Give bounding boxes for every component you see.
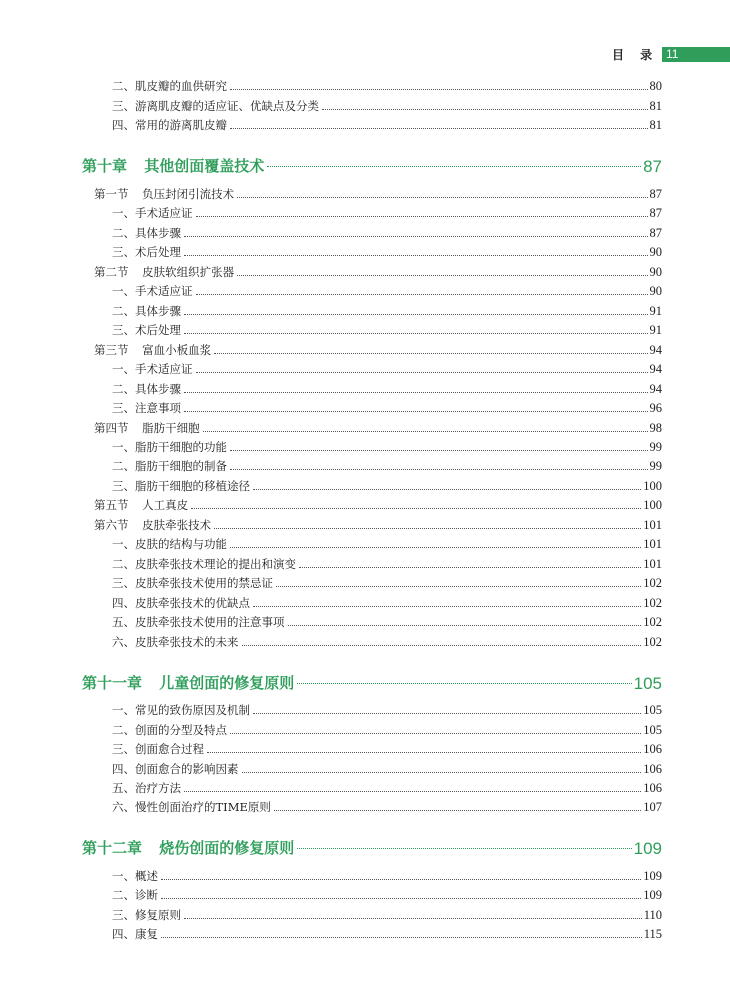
toc-entry-title: 三、术后处理 <box>112 245 181 260</box>
toc-item[interactable] <box>82 740 662 759</box>
toc-item[interactable] <box>82 632 662 651</box>
toc-item[interactable] <box>82 759 662 778</box>
dot-leader <box>196 372 648 373</box>
toc-entry-page: 94 <box>649 362 662 377</box>
toc-entry-title: 二、皮肤牵张技术理论的提出和演变 <box>112 556 296 571</box>
toc-entry-title: 六、慢性创面治疗的TIME原则 <box>112 800 271 815</box>
table-of-contents <box>82 77 662 944</box>
toc-item[interactable] <box>82 282 662 301</box>
toc-entry-title: 三、注意事项 <box>112 401 181 416</box>
dot-leader <box>237 197 647 198</box>
toc-entry-page: 115 <box>643 927 662 942</box>
toc-item[interactable] <box>82 204 662 223</box>
toc-chapter[interactable] <box>82 832 662 858</box>
toc-entry-title: 六、皮肤牵张技术的未来 <box>112 634 239 649</box>
toc-entry-page: 102 <box>643 576 662 591</box>
dot-leader <box>196 216 648 217</box>
toc-entry-page: 105 <box>643 703 662 718</box>
toc-item[interactable] <box>82 96 662 115</box>
toc-entry-title: 一、皮肤的结构与功能 <box>112 537 227 552</box>
toc-item[interactable] <box>82 866 662 885</box>
toc-entry-title: 第十二章 烧伤创面的修复原则 <box>82 839 295 858</box>
toc-entry-title: 二、具体步骤 <box>112 381 181 396</box>
toc-entry-page: 100 <box>643 478 662 493</box>
toc-entry-page: 106 <box>643 742 662 757</box>
dot-leader <box>253 606 641 607</box>
toc-item[interactable] <box>82 535 662 554</box>
toc-entry-title: 二、脂肪干细胞的制备 <box>112 459 227 474</box>
toc-item[interactable] <box>82 574 662 593</box>
toc-entry-page: 101 <box>643 537 662 552</box>
toc-entry-page: 107 <box>643 800 662 815</box>
toc-item[interactable] <box>82 593 662 612</box>
toc-entry-page: 91 <box>649 323 662 338</box>
toc-entry-page: 101 <box>643 517 662 532</box>
toc-entry-page: 100 <box>643 498 662 513</box>
toc-entry-title: 四、常用的游离肌皮瓣 <box>112 118 227 133</box>
toc-entry-title: 三、游离肌皮瓣的适应证、优缺点及分类 <box>112 98 319 113</box>
dot-leader <box>191 508 641 509</box>
toc-entry-page: 90 <box>649 245 662 260</box>
dot-leader <box>214 528 641 529</box>
dot-leader <box>237 275 647 276</box>
dot-leader <box>184 392 648 393</box>
toc-entry-page: 87 <box>649 225 662 240</box>
page-number-tab <box>662 47 730 62</box>
toc-entry-title: 第六节 皮肤牵张技术 <box>94 517 212 532</box>
toc-entry-page: 90 <box>649 264 662 279</box>
toc-entry-page: 102 <box>643 615 662 630</box>
dot-leader <box>230 128 648 129</box>
toc-section[interactable] <box>82 496 662 515</box>
toc-entry-page: 87 <box>649 206 662 221</box>
toc-entry-title: 第四节 脂肪干细胞 <box>94 420 200 435</box>
toc-item[interactable] <box>82 720 662 739</box>
toc-entry-title: 二、肌皮瓣的血供研究 <box>112 79 227 94</box>
toc-item[interactable] <box>82 925 662 944</box>
toc-entry-page: 91 <box>649 303 662 318</box>
toc-entry-title: 二、诊断 <box>112 888 158 903</box>
dot-leader <box>276 586 641 587</box>
toc-item[interactable] <box>82 701 662 720</box>
dot-leader <box>230 733 641 734</box>
dot-leader <box>230 469 648 470</box>
toc-section[interactable] <box>82 418 662 437</box>
toc-chapter[interactable] <box>82 150 662 176</box>
dot-leader <box>184 314 648 315</box>
dot-leader <box>274 810 641 811</box>
toc-entry-title: 四、皮肤牵张技术的优缺点 <box>112 595 250 610</box>
toc-item[interactable] <box>82 321 662 340</box>
toc-item[interactable] <box>82 905 662 924</box>
toc-entry-title: 二、具体步骤 <box>112 225 181 240</box>
dot-leader <box>161 898 641 899</box>
toc-entry-page: 105 <box>643 722 662 737</box>
toc-entry-page: 102 <box>643 634 662 649</box>
toc-section[interactable] <box>82 262 662 281</box>
toc-entry-title: 三、修复原则 <box>112 907 181 922</box>
dot-leader <box>184 333 648 334</box>
dot-leader <box>322 109 648 110</box>
dot-leader <box>161 937 642 938</box>
toc-item[interactable] <box>82 613 662 632</box>
dot-leader <box>161 879 641 880</box>
toc-entry-title: 第十章 其他创面覆盖技术 <box>82 157 265 176</box>
dot-leader <box>230 450 648 451</box>
dot-leader <box>230 89 648 90</box>
toc-entry-page: 81 <box>649 98 662 113</box>
toc-entry-page: 106 <box>643 761 662 776</box>
dot-leader <box>267 166 641 167</box>
toc-entry-title: 一、脂肪干细胞的功能 <box>112 439 227 454</box>
toc-entry-title: 二、创面的分型及特点 <box>112 722 227 737</box>
dot-leader <box>242 772 642 773</box>
toc-item[interactable] <box>82 886 662 905</box>
toc-entry-page: 101 <box>643 556 662 571</box>
toc-entry-page: 87 <box>649 186 662 201</box>
toc-entry-page: 109 <box>643 868 662 883</box>
toc-item[interactable] <box>82 779 662 798</box>
toc-entry-title: 五、治疗方法 <box>112 781 181 795</box>
toc-entry-page: 109 <box>633 839 662 859</box>
toc-entry-page: 99 <box>649 459 662 474</box>
toc-entry-title: 五、皮肤牵张技术使用的注意事项 <box>112 615 285 630</box>
toc-entry-page: 90 <box>649 284 662 299</box>
dot-leader <box>288 625 642 626</box>
toc-entry-page: 110 <box>643 907 662 922</box>
toc-item[interactable] <box>82 476 662 495</box>
toc-entry-title: 第十一章 儿童创面的修复原则 <box>82 673 295 692</box>
toc-entry-page: 102 <box>643 595 662 610</box>
toc-entry-title: 一、手术适应证 <box>112 284 193 299</box>
toc-entry-title: 第一节 负压封闭引流技术 <box>94 186 235 201</box>
toc-entry-title: 一、常见的致伤原因及机制 <box>112 703 250 718</box>
toc-entry-page: 96 <box>649 401 662 416</box>
toc-section[interactable] <box>82 340 662 359</box>
toc-entry-title: 四、康复 <box>112 927 158 942</box>
toc-entry-title: 一、概述 <box>112 868 158 883</box>
toc-entry-page: 81 <box>649 118 662 133</box>
page-number: 11 <box>666 47 679 61</box>
dot-leader <box>297 848 631 849</box>
toc-entry-title: 三、术后处理 <box>112 323 181 338</box>
dot-leader <box>242 645 642 646</box>
toc-entry-title: 第二节 皮肤软组织扩张器 <box>94 264 235 279</box>
dot-leader <box>207 752 641 753</box>
toc-item[interactable] <box>82 457 662 476</box>
toc-entry-page: 98 <box>649 420 662 435</box>
toc-entry-page: 94 <box>649 342 662 357</box>
running-header-title: 目 录 <box>612 48 659 62</box>
toc-item[interactable] <box>82 301 662 320</box>
toc-section[interactable] <box>82 184 662 203</box>
toc-section[interactable] <box>82 515 662 534</box>
toc-item[interactable] <box>82 77 662 96</box>
toc-entry-title: 第五节 人工真皮 <box>94 498 189 513</box>
dot-leader <box>253 713 641 714</box>
dot-leader <box>184 411 648 412</box>
dot-leader <box>184 918 642 919</box>
dot-leader <box>253 489 641 490</box>
toc-entry-title: 四、创面愈合的影响因素 <box>112 761 239 776</box>
toc-item[interactable] <box>82 360 662 379</box>
dot-leader <box>214 353 647 354</box>
toc-entry-page: 105 <box>633 673 662 693</box>
dot-leader <box>184 255 648 256</box>
toc-item[interactable] <box>82 438 662 457</box>
toc-item[interactable] <box>82 798 662 817</box>
dot-leader <box>299 567 641 568</box>
toc-item[interactable] <box>82 116 662 135</box>
toc-entry-title: 三、脂肪干细胞的移植途径 <box>112 478 250 493</box>
toc-item[interactable] <box>82 379 662 398</box>
dot-leader <box>184 236 648 237</box>
toc-item[interactable] <box>82 223 662 242</box>
dot-leader <box>203 431 648 432</box>
toc-entry-title: 第三节 富血小板血浆 <box>94 342 212 357</box>
toc-entry-title: 二、具体步骤 <box>112 303 181 318</box>
toc-entry-page: 87 <box>643 157 662 177</box>
toc-entry-page: 94 <box>649 381 662 396</box>
dot-leader <box>184 791 641 792</box>
dot-leader <box>196 294 648 295</box>
toc-entry-title: 三、皮肤牵张技术使用的禁忌证 <box>112 576 273 591</box>
toc-item[interactable] <box>82 243 662 262</box>
dot-leader <box>297 683 631 684</box>
toc-entry-page: 109 <box>643 888 662 903</box>
dot-leader <box>230 547 641 548</box>
toc-entry-title: 三、创面愈合过程 <box>112 742 204 757</box>
toc-entry-page: 106 <box>643 781 662 795</box>
toc-entry-title: 一、手术适应证 <box>112 362 193 377</box>
toc-entry-page: 80 <box>649 79 662 94</box>
toc-entry-title: 一、手术适应证 <box>112 206 193 221</box>
toc-item[interactable] <box>82 554 662 573</box>
toc-item[interactable] <box>82 399 662 418</box>
toc-entry-page: 99 <box>649 439 662 454</box>
toc-chapter[interactable] <box>82 667 662 693</box>
